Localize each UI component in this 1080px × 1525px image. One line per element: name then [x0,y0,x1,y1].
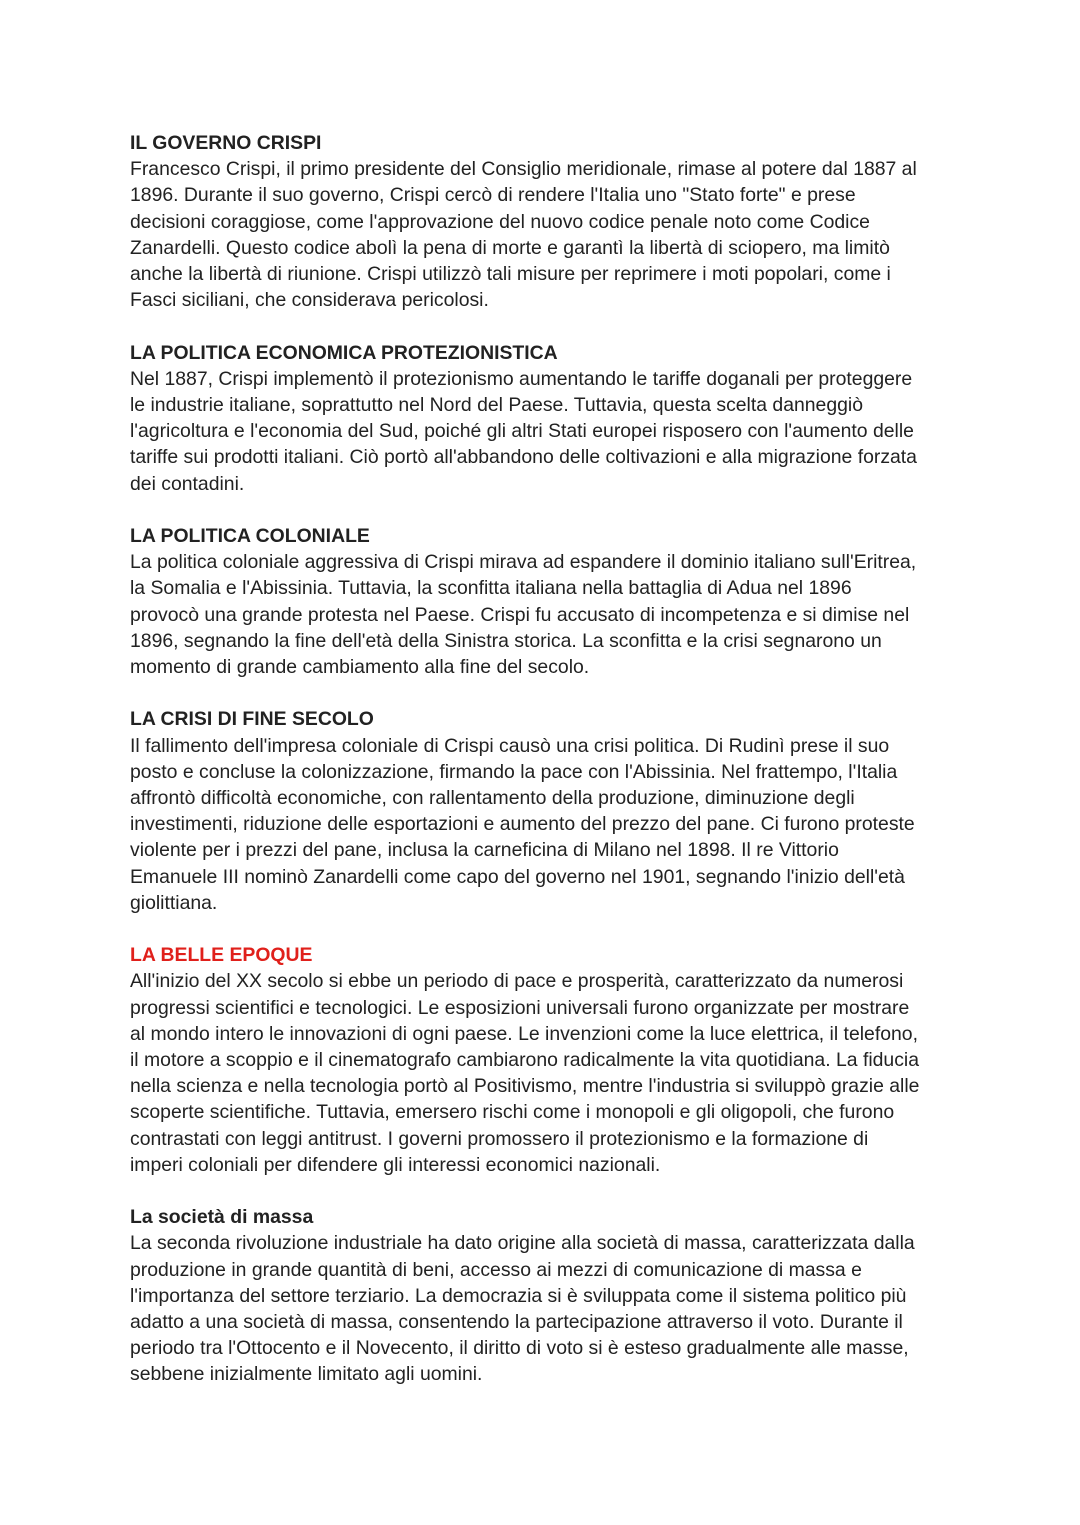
text-line: l'importanza del settore terziario. La democrazia si è sviluppata come il sistema politico più [130,1284,907,1307]
text-line: 1896. Durante il suo governo, Crispi cercò di rendere l'Italia uno "Stato forte" e prese [130,184,856,207]
text-line: adatto a una società di massa, consentendo la partecipazione attraverso il voto. Durante il [130,1311,903,1334]
text-line: decisioni coraggiose, come l'approvazione del nuovo codice penale noto come Codice [130,210,870,233]
text-line: Emanuele III nominò Zanardelli come capo del governo nel 1901, segnando l'inizio dell'età [130,865,905,888]
text-line: 1896, segnando la fine dell'età della Sinistra storica. La sconfitta e la crisi segnarono un [130,629,882,652]
text-line: l'agricoltura e l'economia del Sud, poiché gli altri Stati europei risposero con l'aumento delle [130,420,914,443]
section-heading: La società di massa [130,1206,314,1229]
text-line: La politica coloniale aggressiva di Crispi mirava ad espandere il dominio italiano sull'Eritrea, [130,551,917,574]
document-page [130,130,950,1414]
text-line: violente per i prezzi del pane, inclusa la carneficina di Milano nel 1898. Il re Vittorio [130,839,839,862]
text-line: anche la libertà di riunione. Crispi utilizzò tali misure per reprimere i moti popolari, come i [130,263,891,286]
text-line: scoperte scientifiche. Tuttavia, emersero rischi come i monopoli e gli oligopoli, che furono [130,1101,895,1124]
text-line: produzione in grande quantità di beni, accesso ai mezzi di comunicazione di massa e [130,1258,862,1281]
section-paragraph [130,733,950,916]
text-line: La seconda rivoluzione industriale ha dato origine alla società di massa, caratterizzata dalla [130,1232,915,1255]
text-line: periodo tra l'Ottocento e il Novecento, il diritto di voto si è esteso gradualmente alle masse, [130,1337,909,1360]
text-line: le industrie italiane, soprattutto nel Nord del Paese. Tuttavia, questa scelta danneggiò [130,394,863,417]
section-societa-di-massa [130,1204,950,1387]
text-line: provocò una grande protesta nel Paese. Crispi fu accusato di incompetenza e si dimise nel [130,603,910,626]
section-paragraph [130,968,950,1178]
section-heading-highlighted: LA BELLE EPOQUE [130,944,313,967]
section-paragraph [130,156,950,313]
text-line: Il fallimento dell'impresa coloniale di Crispi causò una crisi politica. Di Rudinì prese il suo [130,734,890,757]
section-governo-crispi [130,130,950,313]
section-heading: LA POLITICA ECONOMICA PROTEZIONISTICA [130,341,558,364]
text-line: affrontò difficoltà economiche, con rallentamento della produzione, diminuzione degli [130,787,855,810]
text-line: dei contadini. [130,472,245,495]
text-line: posto e concluse la colonizzazione, firmando la pace con l'Abissinia. Nel frattempo, l'Italia [130,760,898,783]
text-line: il motore a scoppio e il cinematografo cambiarono radicalmente la vita quotidiana. La fiducia [130,1049,919,1072]
text-line: nella scienza e nella tecnologia portò al Positivismo, mentre l'industria si sviluppò grazie alle [130,1075,920,1098]
section-heading: LA CRISI DI FINE SECOLO [130,708,374,731]
text-line: Nel 1887, Crispi implementò il protezionismo aumentando le tariffe doganali per proteggere [130,367,913,390]
text-line: investimenti, riduzione delle esportazioni e aumento del prezzo del pane. Ci furono proteste [130,813,915,836]
section-paragraph [130,549,950,680]
section-belle-epoque [130,942,950,1178]
text-line: Francesco Crispi, il primo presidente del Consiglio meridionale, rimase al potere dal 1887 al [130,158,917,181]
section-crisi-fine-secolo [130,706,950,916]
text-line: tariffe sui prodotti italiani. Ciò portò all'abbandono delle coltivazioni e alla migrazione forzata [130,446,917,469]
text-line: momento di grande cambiamento alla fine del secolo. [130,656,590,679]
text-line: al mondo intero le innovazioni di ogni paese. Le invenzioni come la luce elettrica, il telefono, [130,1022,918,1045]
section-paragraph [130,366,950,497]
text-line: contrastati con leggi antitrust. I governi promossero il protezionismo e la formazione di [130,1127,869,1150]
section-paragraph [130,1230,950,1387]
text-line: All'inizio del XX secolo si ebbe un periodo di pace e prosperità, caratterizzato da numerosi [130,970,904,993]
text-line: progressi scientifici e tecnologici. Le esposizioni universali furono organizzate per mostrare [130,996,910,1019]
section-politica-economica [130,340,950,497]
text-line: sebbene inizialmente limitato agli uomini. [130,1363,483,1386]
section-politica-coloniale [130,523,950,680]
section-heading: IL GOVERNO CRISPI [130,132,322,154]
section-heading: LA POLITICA COLONIALE [130,525,370,548]
text-line: Zanardelli. Questo codice abolì la pena di morte e garantì la libertà di sciopero, ma limitò [130,236,890,259]
text-line: la Somalia e l'Abissinia. Tuttavia, la sconfitta italiana nella battaglia di Adua nel 1896 [130,577,852,600]
text-line: giolittiana. [130,891,218,914]
text-line: imperi coloniali per difendere gli interessi economici nazionali. [130,1153,661,1176]
text-line: Fasci siciliani, che considerava pericolosi. [130,289,489,312]
